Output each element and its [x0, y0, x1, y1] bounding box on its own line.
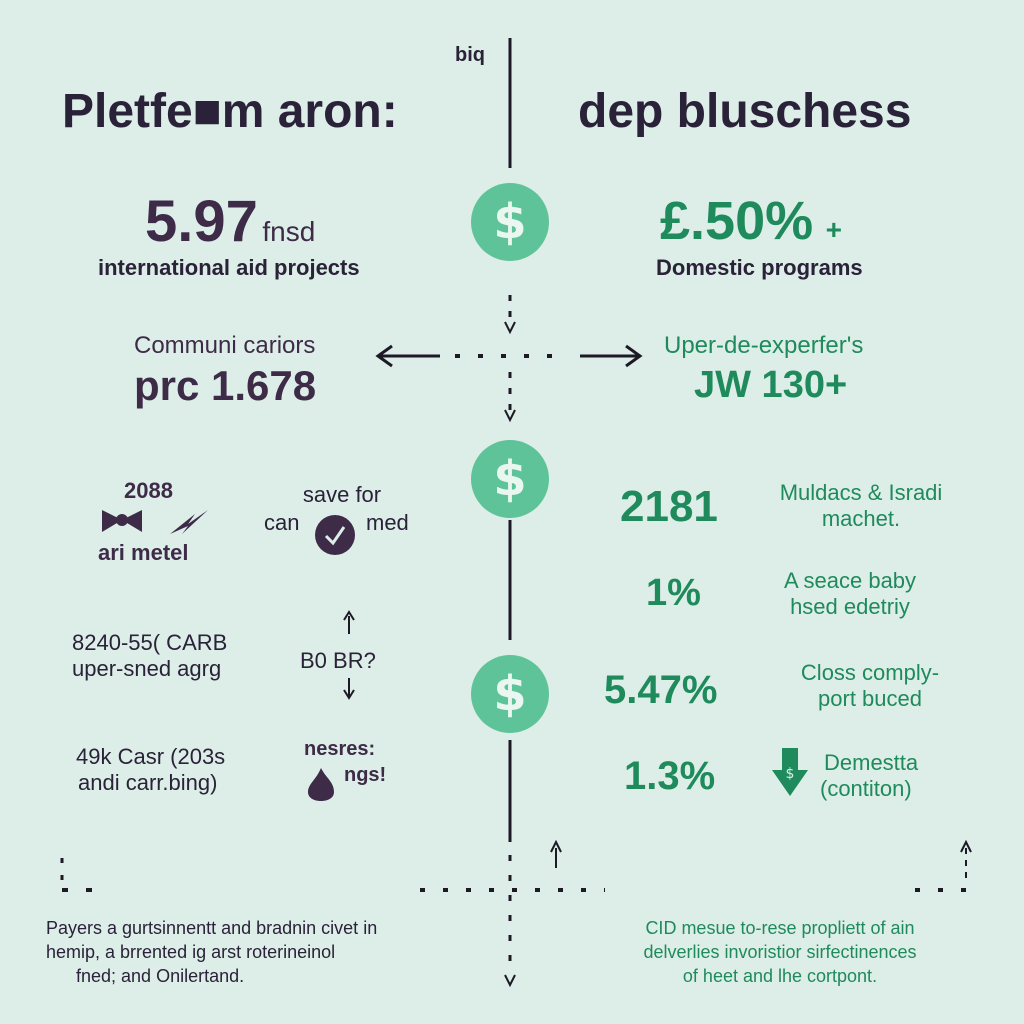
right-stat-5-value: 5.47%: [604, 668, 718, 712]
right-stat-4-label-1: A seace baby: [783, 568, 917, 593]
right-stat-3-label-1: Muldacs & Isradi: [779, 480, 943, 505]
save-line-2b: med: [366, 510, 409, 535]
left-stat-4-side: B0 BR?: [300, 648, 376, 673]
right-title: dep bluschess: [578, 85, 912, 138]
down-arrow-icon: [770, 746, 810, 798]
ribbon-bolt-icon: [100, 504, 215, 540]
footer-left-line-2: hemip, a brrented ig arst roterineinol: [46, 942, 336, 962]
flame-icon: [304, 766, 338, 802]
footer-left-line-3: fned; and Onilertand.: [76, 966, 245, 986]
right-stat-5-label-1: Closs comply-: [800, 660, 940, 685]
footer-right-line-2: delverlies invoristior sirfectinences: [643, 942, 917, 962]
top-label: biq: [455, 44, 485, 66]
left-stat-2-value: prc 1.678: [134, 362, 317, 409]
right-stat-1-label: Domestic programs: [656, 255, 863, 280]
left-stat-1: [145, 188, 315, 255]
left-title: Pletfe■m aron:: [62, 85, 398, 138]
left-stat-5-side-2: ngs!: [344, 764, 387, 786]
right-stat-1-plus: +: [825, 214, 842, 245]
left-stat-1-label: international aid projects: [98, 255, 360, 280]
right-stat-5-label-2: port buced: [818, 686, 922, 711]
right-stat-4-label-2: hsed edetriy: [790, 594, 910, 619]
right-stat-3-label-2: machet.: [821, 506, 901, 531]
left-stat-5-side-1: nesres:: [304, 738, 376, 760]
right-stat-1: [660, 190, 842, 252]
left-stat-3-year: 2088: [124, 478, 173, 503]
footer-left: [46, 916, 377, 988]
right-stat-6-label-2: (contiton): [820, 776, 912, 801]
left-stat-5-line-1: 49k Casr (203s: [76, 744, 226, 769]
left-stat-5-line-2: andi carr.bing): [78, 770, 218, 795]
left-stat-2-label: Communi cariors: [134, 332, 316, 359]
right-stat-6-value: 1.3%: [624, 754, 716, 798]
left-stat-1-value: 5.97: [145, 189, 258, 254]
footer-right-line-1: CID mesue to-rese propliett of ain: [645, 918, 915, 938]
footer-left-line-1: Payers a gurtsinnentt and bradnin civet in: [46, 918, 378, 938]
right-stat-2-value: JW 130+: [694, 364, 848, 406]
save-line-1: save for: [302, 482, 382, 507]
dollar-icon: $: [471, 183, 549, 261]
dollar-icon: $: [471, 655, 549, 733]
left-stat-4-line-2: uper-sned agrg: [72, 656, 222, 681]
footer-right-line-3: of heet and lhe cortpont.: [682, 966, 878, 986]
right-stat-4-value: 1%: [646, 572, 701, 614]
left-stat-4-line-1: 8240-55( CARB: [72, 630, 228, 655]
save-line-2a: can: [264, 510, 300, 535]
left-stat-1-unit: fnsd: [262, 216, 316, 247]
left-stat-3-label: ari metel: [98, 540, 189, 565]
dollar-icon: $: [471, 440, 549, 518]
svg-text:$: $: [785, 766, 795, 782]
checkmark-icon: [314, 514, 356, 556]
right-stat-1-value: £.50%: [660, 191, 814, 251]
right-stat-6-label-1: Demestta: [824, 750, 919, 775]
right-stat-3-value: 2181: [620, 482, 718, 531]
footer-right: [590, 916, 970, 988]
right-stat-2-label: Uper-de-experfer's: [664, 332, 864, 359]
